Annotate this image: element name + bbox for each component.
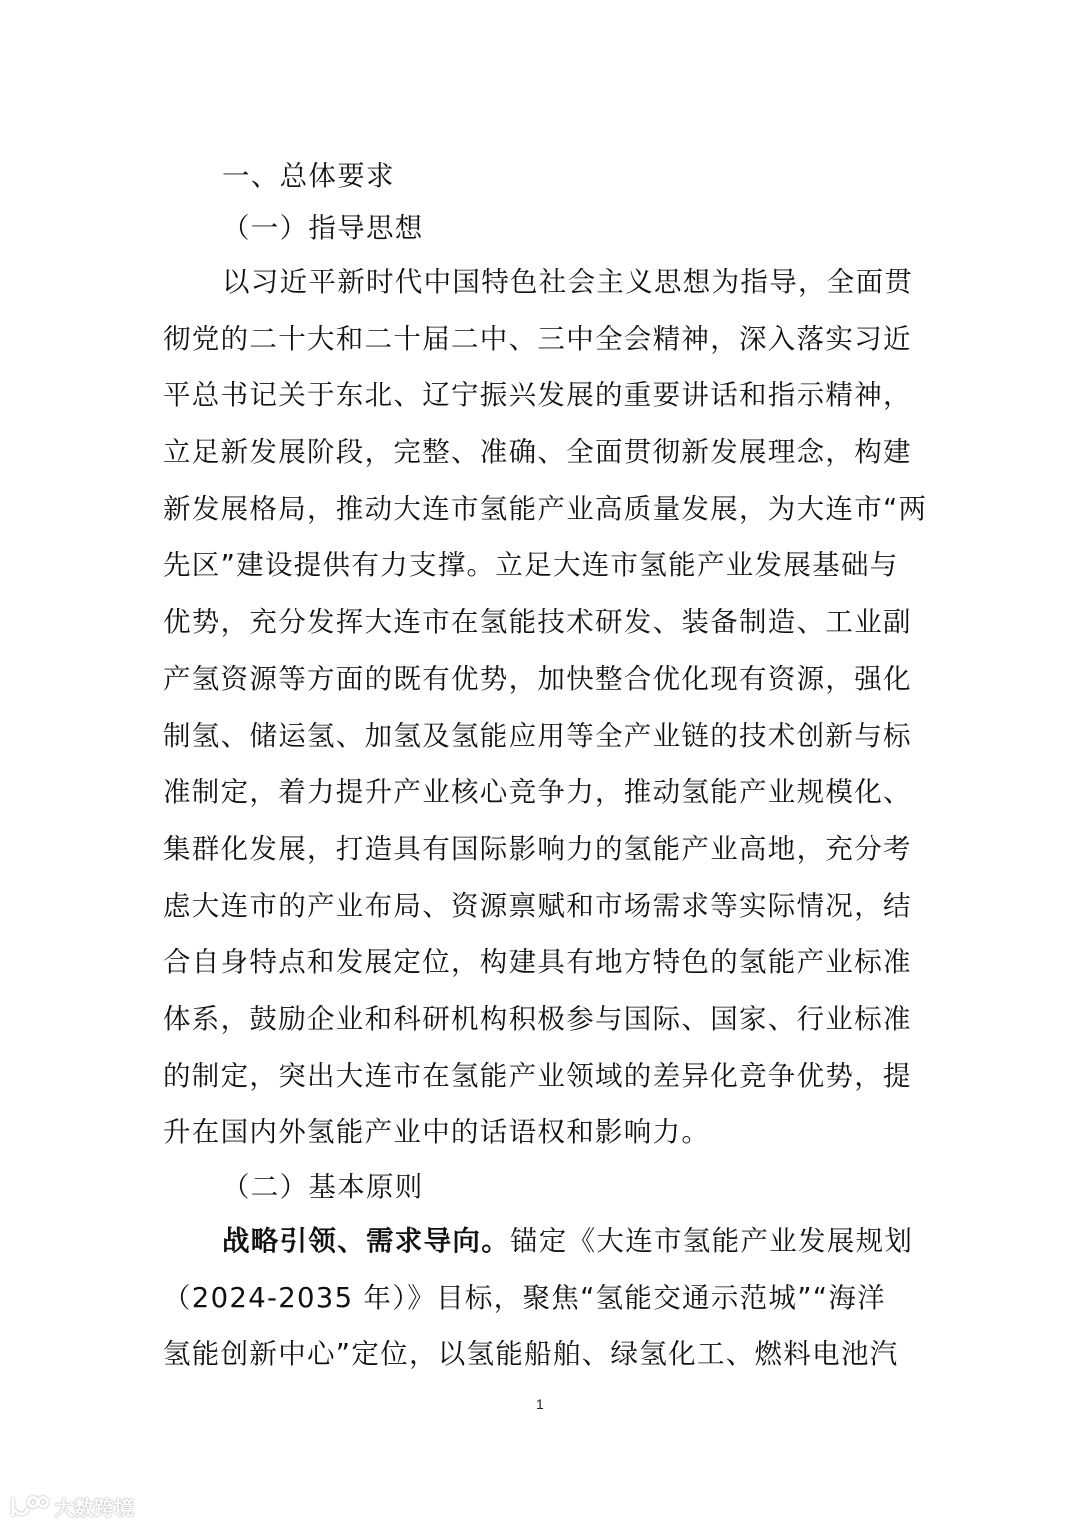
paragraph-line: 彻党的二十大和二十届二中、三中全会精神，深入落实习近 xyxy=(163,322,912,355)
k100-logo-icon xyxy=(8,1494,50,1520)
watermark-text: 大数跨境 xyxy=(54,1496,134,1520)
paragraph-line: 体系，鼓励企业和科研机构积极参与国际、国家、行业标准 xyxy=(163,1002,912,1035)
paragraph-line: 升在国内外氢能产业中的话语权和影响力。 xyxy=(163,1116,711,1149)
paragraph-line: 的制定，突出大连市在氢能产业领域的差异化竞争优势，提 xyxy=(163,1059,912,1092)
paragraph-line: 产氢资源等方面的既有优势，加快整合优化现有资源，强化 xyxy=(163,662,912,695)
paragraph-line: 优势，充分发挥大连市在氢能技术研发、装备制造、工业副 xyxy=(163,606,912,639)
principle-text: 锚定《大连市氢能产业发展规划 xyxy=(510,1225,914,1257)
subsection-heading-basic-principles: （二）基本原则 xyxy=(222,1171,424,1203)
paragraph-guiding-ideology xyxy=(163,254,928,1161)
paragraph-line: （2024-2035 年）》目标，聚焦“氢能交通示范城”“海洋 xyxy=(163,1281,886,1314)
paragraph-line: 平总书记关于东北、辽宁振兴发展的重要讲话和指示精神， xyxy=(163,379,912,412)
section-heading: 一、总体要求 xyxy=(222,160,395,192)
paragraph-line: 合自身特点和发展定位，构建具有地方特色的氢能产业标准 xyxy=(163,946,912,979)
watermark xyxy=(8,1492,134,1521)
page-number: 1 xyxy=(536,1396,544,1412)
paragraph-line: 氢能创新中心”定位，以氢能船舶、绿氢化工、燃料电池汽 xyxy=(163,1338,899,1371)
subsection-heading-guiding-ideology: （一）指导思想 xyxy=(222,212,424,244)
paragraph-basic-principles xyxy=(163,1213,919,1383)
paragraph-line: 虑大连市的产业布局、资源禀赋和市场需求等实际情况，结 xyxy=(163,889,912,922)
paragraph-line: 先区”建设提供有力支撑。立足大连市氢能产业发展基础与 xyxy=(163,549,899,582)
paragraph-line: 集群化发展，打造具有国际影响力的氢能产业高地，充分考 xyxy=(163,832,912,865)
document-body xyxy=(163,150,928,1383)
paragraph-line: 准制定，着力提升产业核心竞争力，推动氢能产业规模化、 xyxy=(163,776,912,809)
paragraph-line xyxy=(163,1213,919,1270)
paragraph-line: 立足新发展阶段，完整、准确、全面贯彻新发展理念，构建 xyxy=(163,436,912,469)
paragraph-line: 以习近平新时代中国特色社会主义思想为指导，全面贯 xyxy=(222,266,914,298)
principle-title: 战略引领、需求导向。 xyxy=(222,1225,510,1257)
paragraph-line: 制氢、储运氢、加氢及氢能应用等全产业链的技术创新与标 xyxy=(163,719,912,752)
paragraph-line: 新发展格局，推动大连市氢能产业高质量发展，为大连市“两 xyxy=(163,492,928,525)
